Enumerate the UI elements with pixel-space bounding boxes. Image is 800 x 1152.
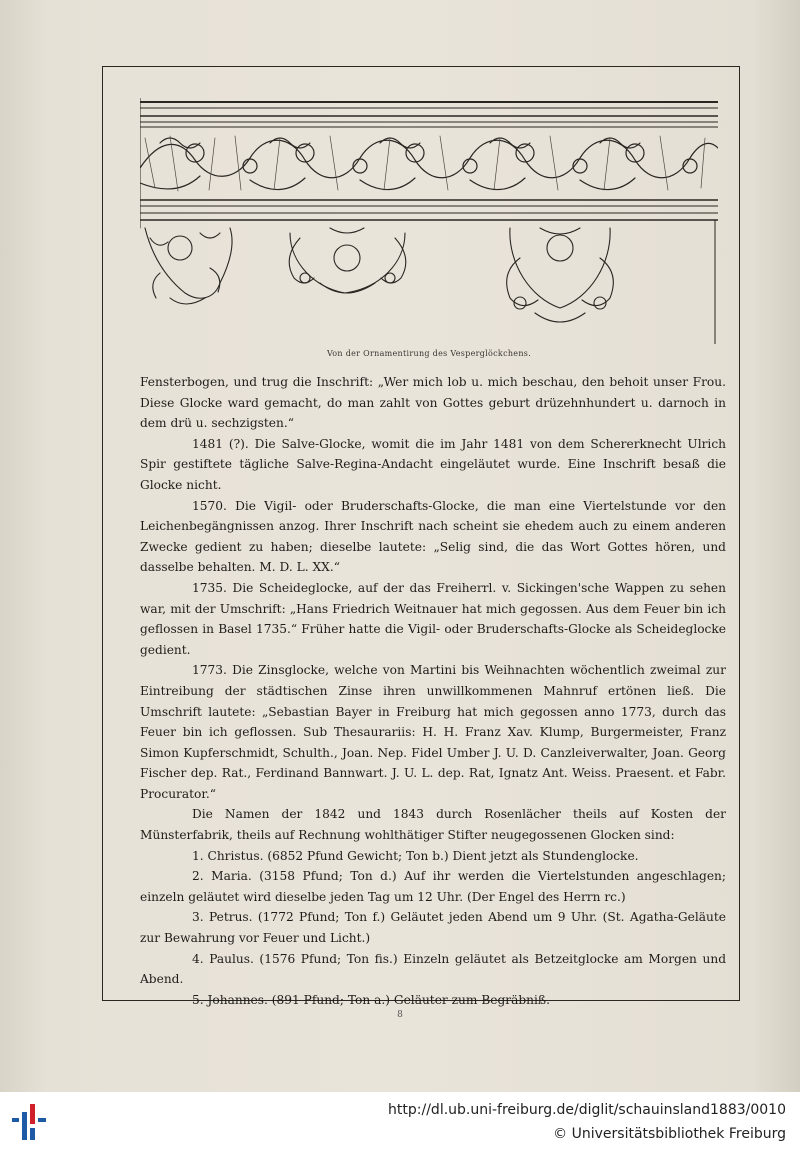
illustration-caption: Von der Ornamentirung des Vesperglöckchens. — [326, 349, 532, 358]
list-item: 1. Christus. (6852 Pfund Gewicht; Ton b.) Dient jetzt als Stundenglocke. — [192, 848, 639, 863]
ornament-illustration — [140, 98, 718, 344]
paragraph: 1735. Die Scheideglocke, auf der das Freiherrl. v. Sickingen'sche Wappen zu sehen war, mit der Umschrift: „Hans Friedrich Weitnauer hat mich gegossen. Aus dem Feuer bin ich geflossen in Basel 1735.“ Früher hatte die Vigil- oder Bruderschafts-Glocke als Scheideglocke gedient. — [140, 580, 726, 657]
list-item: 5. Johannes. (891 Pfund; Ton a.) Geläuter zum Begräbniß. — [192, 992, 550, 1007]
paragraph: 1773. Die Zinsglocke, welche von Martini bis Weihnachten wöchentlich zweimal zur Eintreibung der städtischen Zinse ihren unwillkommenen Mahnruf ertönen ließ. Die Umschrift lautete: „Sebastian Bayer in Freiburg hat mich gegossen anno 1773, durch das Feuer bin ich geflossen. Sub Thesaurariis: H. H. Franz Xav. Klump, Burgermeister, Franz Simon Kupferschmidt, Schulth., Joan. Nep. Fidel Umber J. U. D. Canzleiverwalter, Joan. Georg Fischer dep. Rat., Ferdinand Bannwart. J. U. L. dep. Rat, Ignatz Ant. Weiss. Praesent. et Fabr. Procurator.“ — [140, 663, 726, 801]
body-text — [140, 372, 726, 1010]
page-number: 8 — [397, 1010, 403, 1020]
copyright-notice: © Universitätsbibliothek Freiburg — [553, 1126, 786, 1142]
paragraph: Fensterbogen, und trug die Inschrift: „Wer mich lob u. mich beschau, den behoit unser Frou. Diese Glocke ward gemacht, do man zahlt von Gottes geburt drüzehnhundert u. darnoch in dem drü u. sechzigsten.“ — [140, 375, 726, 431]
paragraph: Die Namen der 1842 und 1843 durch Rosenlächer theils auf Kosten der Münsterfabrik, theils auf Rechnung wohlthätiger Stifter neugegossenen Glocken sind: — [140, 807, 726, 843]
list-item: 3. Petrus. (1772 Pfund; Ton f.) Geläutet jeden Abend um 9 Uhr. (St. Agatha-Geläute zur Bewahrung vor Feuer und Licht.) — [140, 910, 726, 946]
paragraph: 1570. Die Vigil- oder Bruderschafts-Glocke, die man eine Viertelstunde vor den Leichenbegängnissen anzog. Ihrer Inschrift nach scheint sie ehedem auch zu einem anderen Zwecke gedient zu haben; dieselbe lautete: „Selig sind, die das Wort Gottes hören, und dasselbe behalten. M. D. L. XX.“ — [140, 498, 726, 575]
library-logo-icon — [10, 1100, 52, 1144]
list-item: 4. Paulus. (1576 Pfund; Ton fis.) Einzeln geläutet als Betzeitglocke am Morgen und Abend. — [140, 951, 726, 987]
viewer-footer — [0, 1092, 800, 1152]
list-item: 2. Maria. (3158 Pfund; Ton d.) Auf ihr werden die Viertelstunden angeschlagen; einzeln geläutet wird dieselbe jeden Tag um 12 Uhr. (Der Engel des Herrn rc.) — [140, 869, 726, 904]
paragraph: 1481 (?). Die Salve-Glocke, womit die im Jahr 1481 von dem Schererknecht Ulrich Spir gestiftete tägliche Salve-Regina-Andacht eingeläutet wurde. Eine Inschrift besaß die Glocke nicht. — [140, 436, 726, 492]
page-url-link[interactable]: http://dl.ub.uni-freiburg.de/diglit/schauinsland1883/0010 — [388, 1102, 786, 1118]
